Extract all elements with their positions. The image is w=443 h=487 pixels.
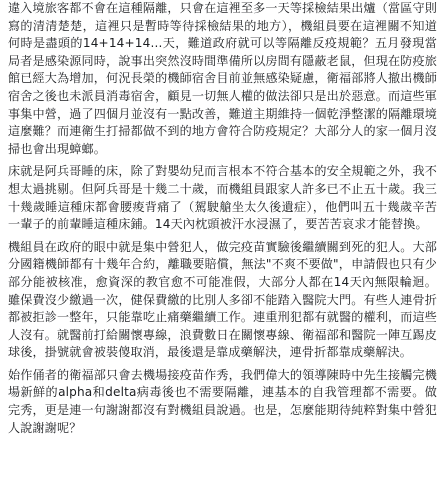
- post-paragraph-3: 機組員在政府的眼中就是集中營犯人，做完疫苗實驗後繼續關到死的犯人。大部分國籍機師都有十幾年合約，離職要賠償，無法"不爽不要做"，申請假也只有少部分能被核准，愈資深的教官愈不可能准假，大部分人都在14天內無限輪迴。雖保費沒少繳過一次，健保費繳的比別人多卻不能踏入醫院大門。有些人連骨折都被拒診一整年，只能靠吃止痛藥繼續工作。連重刑犯都有就醫的權利，而這些人沒有。就醫前打給關懷專線，浪費數日在關懷專線、衛福部和醫院一陣互踢皮球後，掛號就會被裝傻取消，最後還是靠成藥解決，連骨折都靠成藥解決。: [8, 239, 437, 360]
- post-paragraph-2: 床就是阿兵哥睡的床，除了對嬰幼兒而言根本不符合基本的安全規範之外，我不想太過挑剔。但阿兵哥是十幾二十歲，而機組員跟家人許多已不止五十歲。我三十幾歲睡這種床都會腰痠背痛了（駕駛艙坐太久後遺症），他們叫五十幾歲辛苦一輩子的前輩睡這種床鋪。14天內枕頭被汗水浸濕了，要苦苦哀求才能替換。: [8, 164, 437, 232]
- post-paragraph-4: 始作俑者的衛福部只會去機場接疫苗作秀，我們偉大的領導陳時中先生接觸完機場新鮮的alpha和delta病毒後也不需要隔離，連基本的自我管理都不需要。做完秀，更是連一句謝謝都沒有對機組員說過。也是，怎麼能期待純粹對集中營犯人說謝謝呢？: [8, 367, 437, 435]
- post-paragraph-1: 違入境旅客都不會在這種隔離，只會在這裡至多一天等採檢結果出爐（當區守則寫的清清楚楚，這裡只是暫時等待採檢結果的地方），機組員要在這裡關不知道何時是盡頭的14+14+14...天，難道政府就可以等隔離反疫規範？五月發現當局者是感染源同時，說事出突然沒時間準備所以房間有隱蔽老鼠，但現在防疫旅館已經大為增加，何況長榮的機師宿舍目前並無感染疑慮，衛福部將人撤出機師宿舍之後也未派員消毒宿舍，顧見一切無人權的做法卻只是出於惡意。而這些軍事集中營，過了四個月並沒有一點改善，難道主期維持一個乾淨整潔的隔離環境這麼難？而連衛生打掃都做不到的地方會符合防疫規定？大部分人的家一個月沒掃也會出現蟑螂。: [8, 1, 437, 156]
